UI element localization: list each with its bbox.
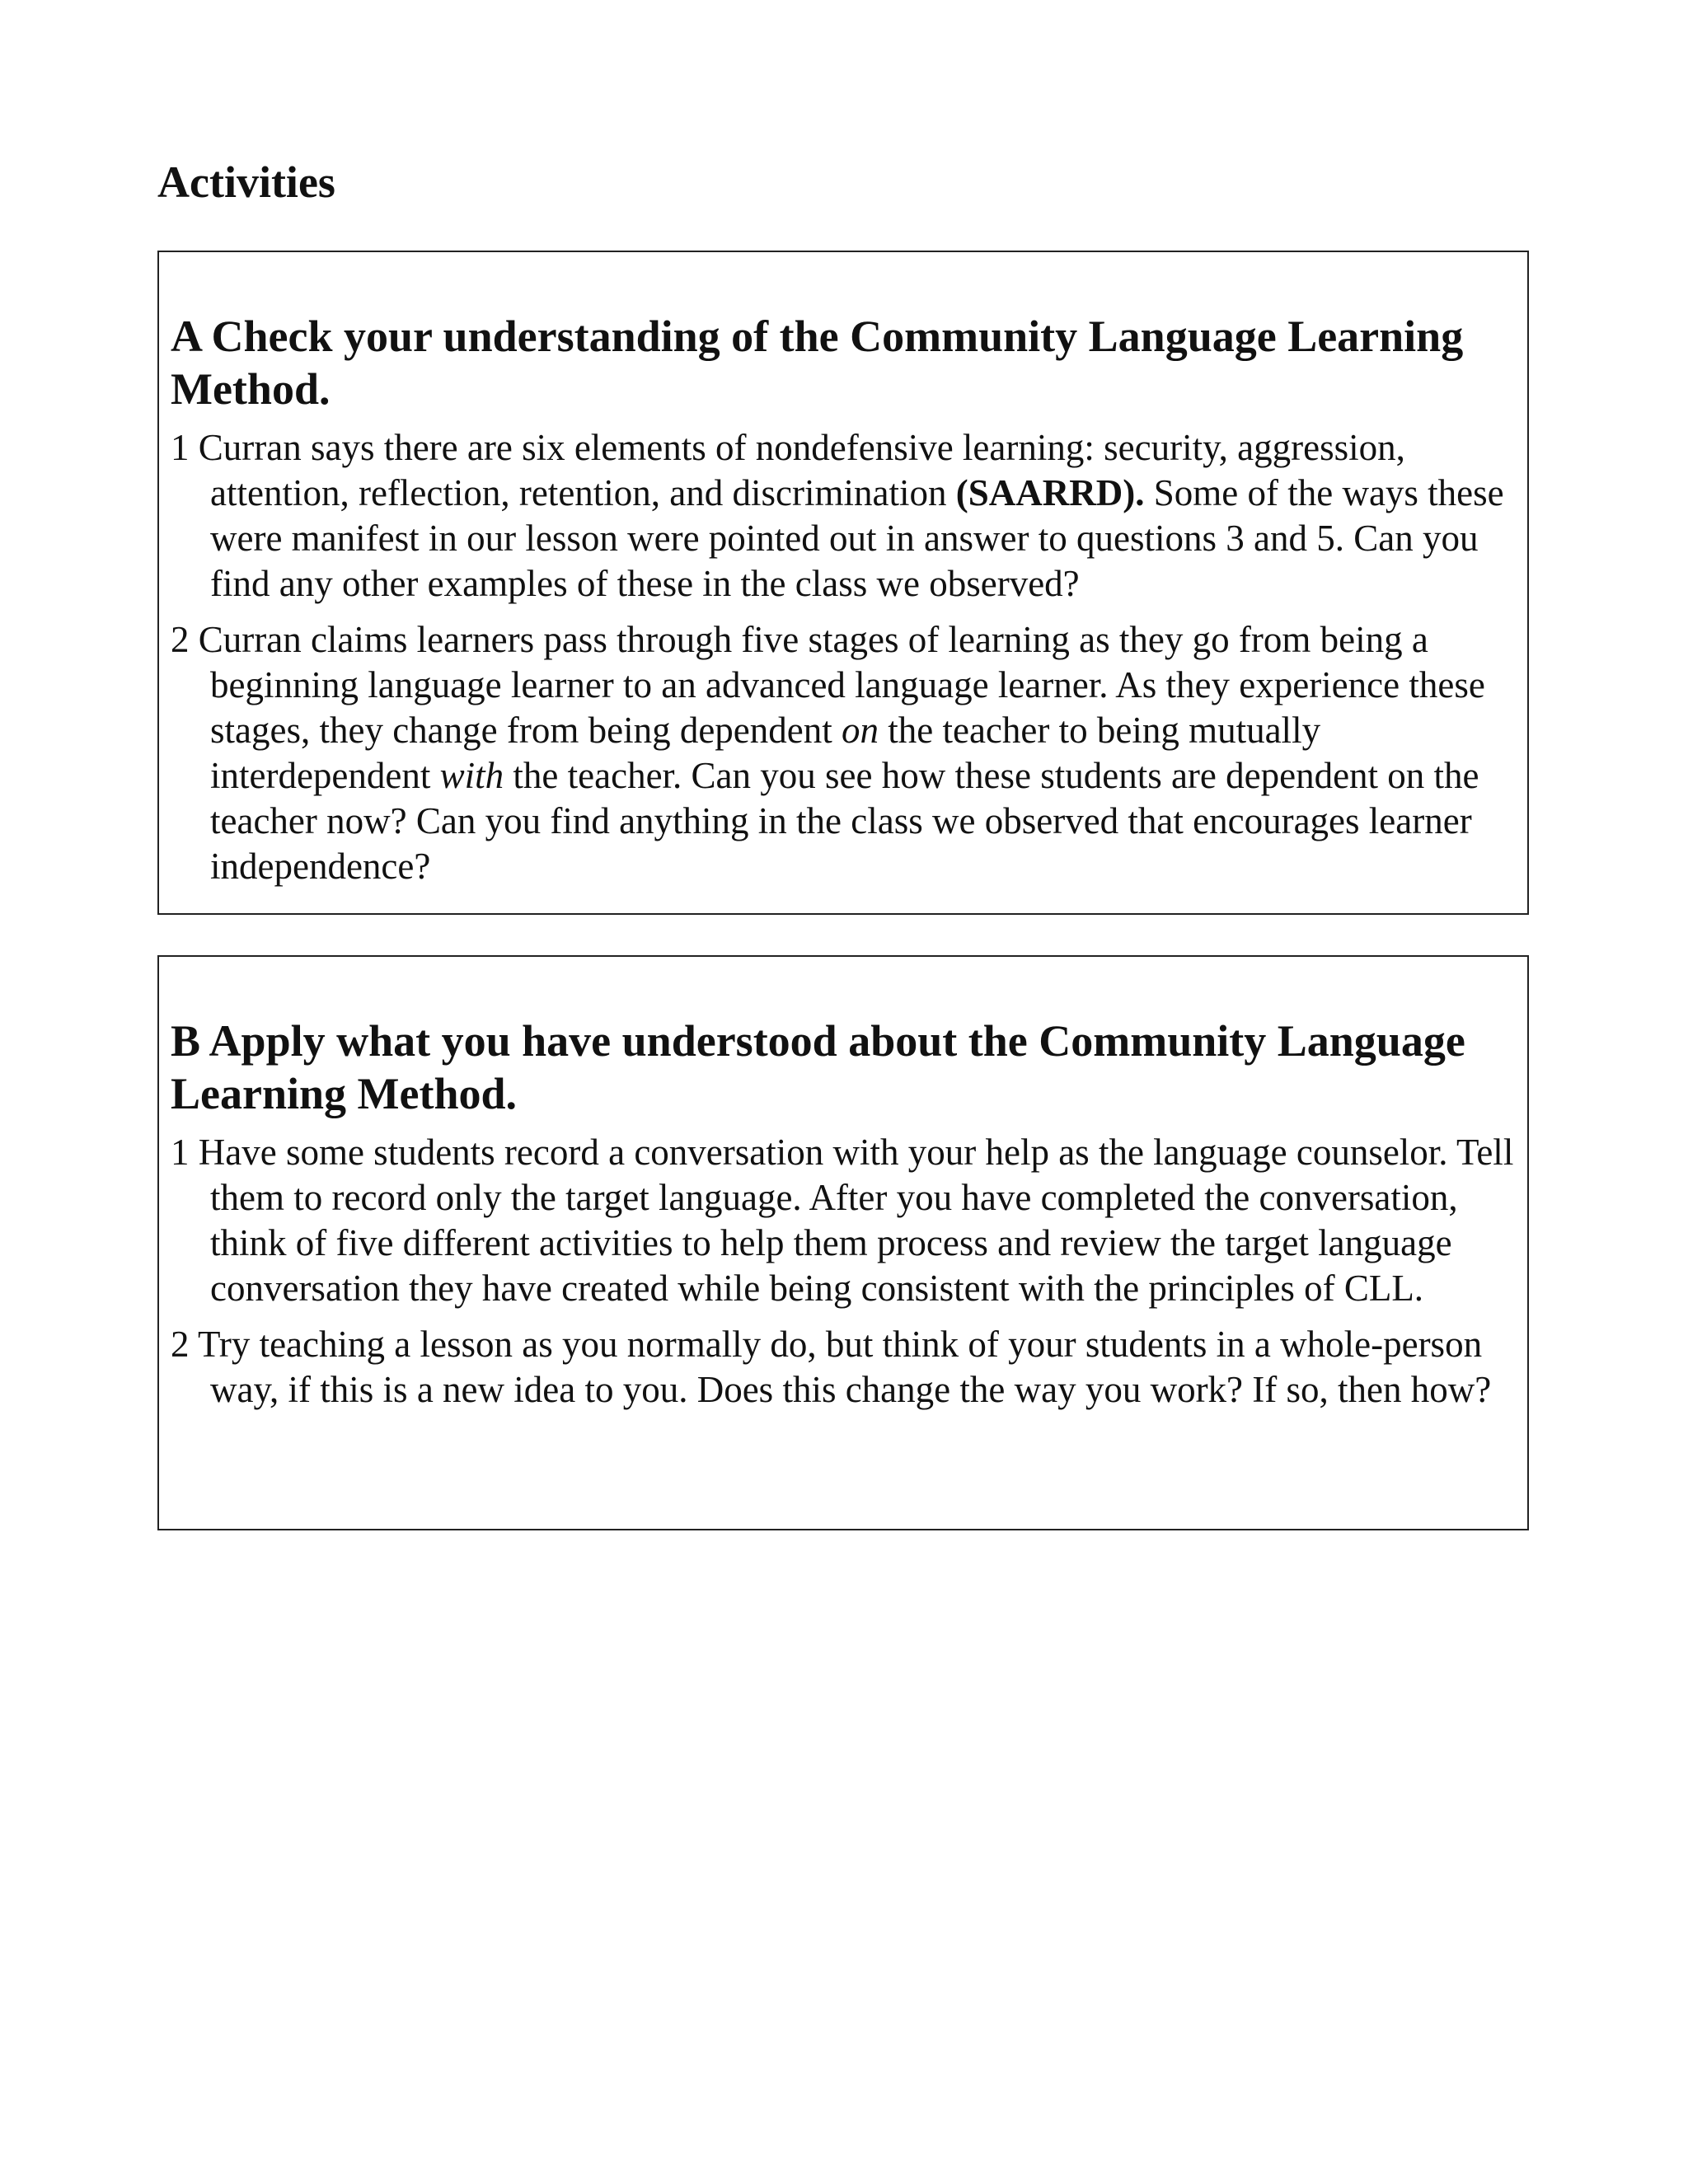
item-emphasis: (SAARRD). bbox=[955, 472, 1145, 513]
item-number: 1 bbox=[171, 427, 190, 468]
section-b-title: B Apply what you have understood about the Community Language Learning Method. bbox=[171, 1016, 1465, 1118]
item-text: Curran says there are six elements of nondefensive learning: security, aggression, attention, reflection, retention, and discrimination bbox=[198, 427, 1405, 513]
section-b-item-2 bbox=[171, 1322, 1514, 1413]
section-b-box bbox=[157, 955, 1529, 1530]
item-text: the teacher to being mutually interdependent bbox=[210, 710, 1321, 796]
item-text: Curran claims learners pass through five stages of learning as they go from being a beginning language learner to an advanced language learner. As they experience these stages, they change from being dependent bbox=[198, 619, 1485, 751]
item-number: 2 bbox=[171, 1324, 190, 1365]
item-text: the teacher. Can you see how these students are dependent on the teacher now? Can you find anything in the class we observed that encourages learner independence? bbox=[210, 755, 1479, 887]
section-a-title: A Check your understanding of the Community Language Learning Method. bbox=[171, 312, 1464, 414]
item-text: Have some students record a conversation with your help as the language counselor. Tell them to record only the target language. After you have completed the conversation, think of five different activities to help them process and review the target language conversation they have created while being consistent with the principles of CLL. bbox=[198, 1132, 1514, 1309]
page-heading: Activities bbox=[157, 157, 335, 207]
section-b-item-1 bbox=[171, 1130, 1514, 1311]
item-text: Try teaching a lesson as you normally do, but think of your students in a whole-person way, if this is a new idea to you. Does this change the way you work? If so, then how? bbox=[197, 1324, 1492, 1410]
item-number: 2 bbox=[171, 619, 190, 660]
section-a-item-1 bbox=[171, 425, 1514, 607]
section-a-box bbox=[157, 251, 1529, 915]
item-emphasis: on bbox=[842, 710, 879, 751]
item-text: Some of the ways these were manifest in our lesson were pointed out in answer to questions 3 and 5. Can you find any other examples of these in the class we observed? bbox=[210, 472, 1504, 604]
section-a-item-2 bbox=[171, 617, 1514, 889]
item-number: 1 bbox=[171, 1132, 190, 1173]
item-emphasis: with bbox=[439, 755, 504, 796]
